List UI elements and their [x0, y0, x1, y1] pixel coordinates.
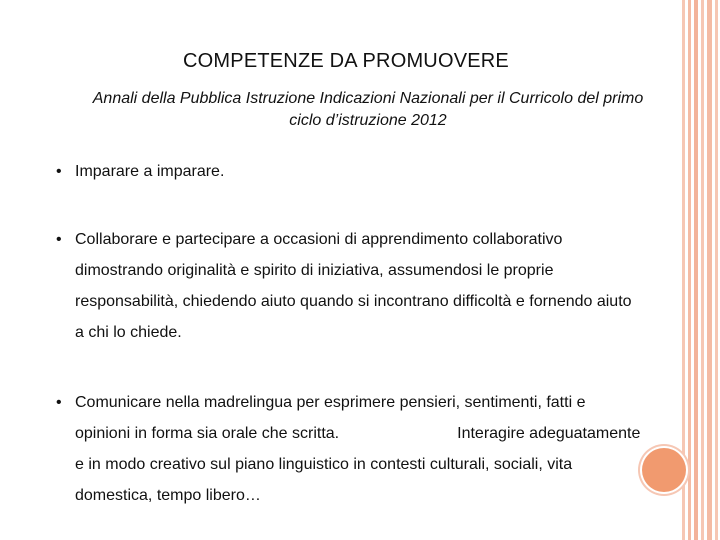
side-stripe	[694, 0, 698, 540]
bullet-dot: •	[56, 163, 62, 180]
side-stripe	[715, 0, 718, 540]
decorative-side-stripes	[680, 0, 720, 540]
bullet-text: Imparare a imparare.	[75, 163, 225, 180]
side-stripe	[701, 0, 704, 540]
bullet-text	[75, 387, 641, 511]
side-stripe	[707, 0, 712, 540]
decorative-circle	[642, 448, 686, 492]
bullet-text-part: Comunicare nella madrelingua per esprimere pensieri, sentimenti, fatti e opinioni in forma sia orale che scritta.	[75, 394, 586, 442]
slide-title: COMPETENZE DA PROMUOVERE	[183, 50, 509, 72]
bullet-text: Collaborare e partecipare a occasioni di apprendimento collaborativo dimostrando originalità e spirito di iniziativa, assumendosi le proprie responsabilità, chiedendo aiuto quando si incontrano difficoltà e fornendo aiuto a chi lo chiede.	[75, 231, 632, 341]
side-stripe	[688, 0, 691, 540]
bullet-dot: •	[56, 231, 62, 248]
bullet-dot: •	[56, 394, 62, 411]
bullet-text-part: Interagire adeguatamente e in modo creativo sul piano linguistico in contesti culturali, sociali, vita domestica, tempo libero…	[75, 425, 641, 504]
slide-subtitle: Annali della Pubblica Istruzione Indicazioni Nazionali per il Curricolo del primo ciclo d’istruzione 2012	[92, 90, 644, 129]
